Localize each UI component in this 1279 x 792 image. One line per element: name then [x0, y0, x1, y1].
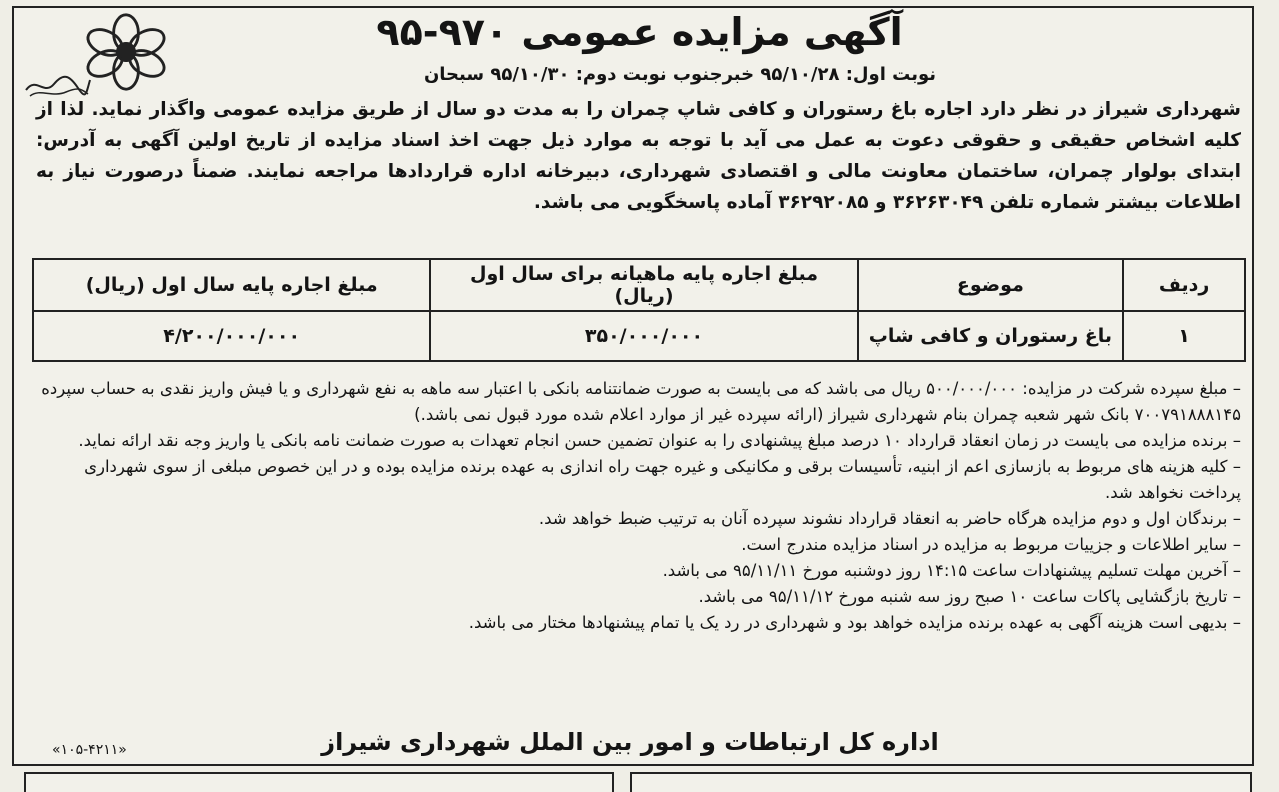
condition-item: – برنده مزایده می بایست در زمان انعقاد قرارداد ۱۰ درصد مبلغ پیشنهادی را به عنوان تضمین حسن انجام تعهدات به صورت ضمانت نامه بانکی یا واریز وجه نقد ارائه نماید.	[78, 431, 1241, 450]
signature: اداره کل ارتباطات و امور بین الملل شهرداری شیراز	[321, 728, 939, 756]
table-row	[33, 311, 1245, 361]
ad-code: «۱۰۵-۴۲۱۱»	[52, 742, 127, 758]
condition-item: – آخرین مهلت تسلیم پیشنهادات ساعت ۱۴:۱۵ روز دوشنبه مورخ ۹۵/۱۱/۱۱ می باشد.	[662, 561, 1241, 580]
condition-item: – کلیه هزینه های مربوط به بازسازی اعم از ابنیه، تأسیسات برقی و مکانیکی و غیره جهت راه اندازی به عهده برنده مزایده بوده و در این خصوص مبلغی از سوی شهرداری پرداخت نخواهد شد.	[84, 457, 1241, 502]
adjacent-ad-left	[24, 772, 614, 792]
cell-row-number: ۱	[1123, 311, 1245, 361]
header-row-number: ردیف	[1123, 259, 1245, 311]
table-header-row	[33, 259, 1245, 311]
condition-item: – سایر اطلاعات و جزییات مربوط به مزایده در اسناد مزایده مندرج است.	[741, 535, 1241, 554]
header-monthly-rent: مبلغ اجاره پایه ماهیانه برای سال اول (ریال)	[430, 259, 857, 311]
cell-monthly-rent: ۳۵۰/۰۰۰/۰۰۰	[430, 311, 857, 361]
condition-item: – برندگان اول و دوم مزایده هرگاه حاضر به انعقاد قرارداد نشوند سپرده آنان به ترتیب ضبط خواهد شد.	[538, 509, 1241, 528]
adjacent-ad-right	[630, 772, 1252, 792]
condition-item: – تاریخ بازگشایی پاکات ساعت ۱۰ صبح روز سه شنبه مورخ ۹۵/۱۱/۱۲ می باشد.	[698, 587, 1241, 606]
intro-paragraph: شهرداری شیراز در نظر دارد اجاره باغ رستوران و کافی شاپ چمران را به مدت دو سال از طریق مزایده عمومی واگذار نماید. لذا از کلیه اشخاص حقیقی و حقوقی دعوت به عمل می آید با توجه به موارد ذیل جهت اخذ اسناد مزایده از تاریخ اولین آگهی به آدرس: ابتدای بولوار چمران، ساختمان معاونت مالی و اقتصادی شهرداری، دبیرخانه اداره قراردادها مراجعه نمایند. ضمناً درصورت نیاز به اطلاعات بیشتر شماره تلفن ۳۶۲۶۳۰۴۹ و ۳۶۲۹۲۰۸۵ آماده پاسخگویی می باشد.	[36, 99, 1241, 213]
condition-item: – مبلغ سپرده شرکت در مزایده: ۵۰۰/۰۰۰/۰۰۰ ریال می باشد که می بایست به صورت ضمانتنامه بانکی با اعتبار سه ماهه به نفع شهرداری و یا فیش واریز نقدی به حساب سپرده ۷۰۰۷۹۱۸۸۸۱۴۵ بانک شهر شعبه چمران بنام شهرداری شیراز (ارائه سپرده غیر از موارد اعلام شده مورد قبول نمی باشد.)	[41, 379, 1241, 424]
notice-dates: نوبت اول: ۹۵/۱۰/۲۸ خبرجنوب نوبت دوم: ۹۵/۱۰/۳۰ سبحان	[423, 64, 937, 85]
cell-subject: باغ رستوران و کافی شاپ	[858, 311, 1124, 361]
condition-item: – بدیهی است هزینه آگهی به عهده برنده مزایده خواهد بود و شهرداری در رد یک یا تمام پیشنهادها مختار می باشد.	[468, 613, 1241, 632]
page-title: آگهی مزایده عمومی ۹۷۰-۹۵	[376, 10, 903, 54]
header-subject: موضوع	[858, 259, 1124, 311]
auction-items-table	[32, 258, 1246, 362]
cell-annual-rent: ۴/۲۰۰/۰۰۰/۰۰۰	[33, 311, 430, 361]
header-annual-rent: مبلغ اجاره پایه سال اول (ریال)	[33, 259, 430, 311]
conditions-list	[31, 376, 1241, 636]
